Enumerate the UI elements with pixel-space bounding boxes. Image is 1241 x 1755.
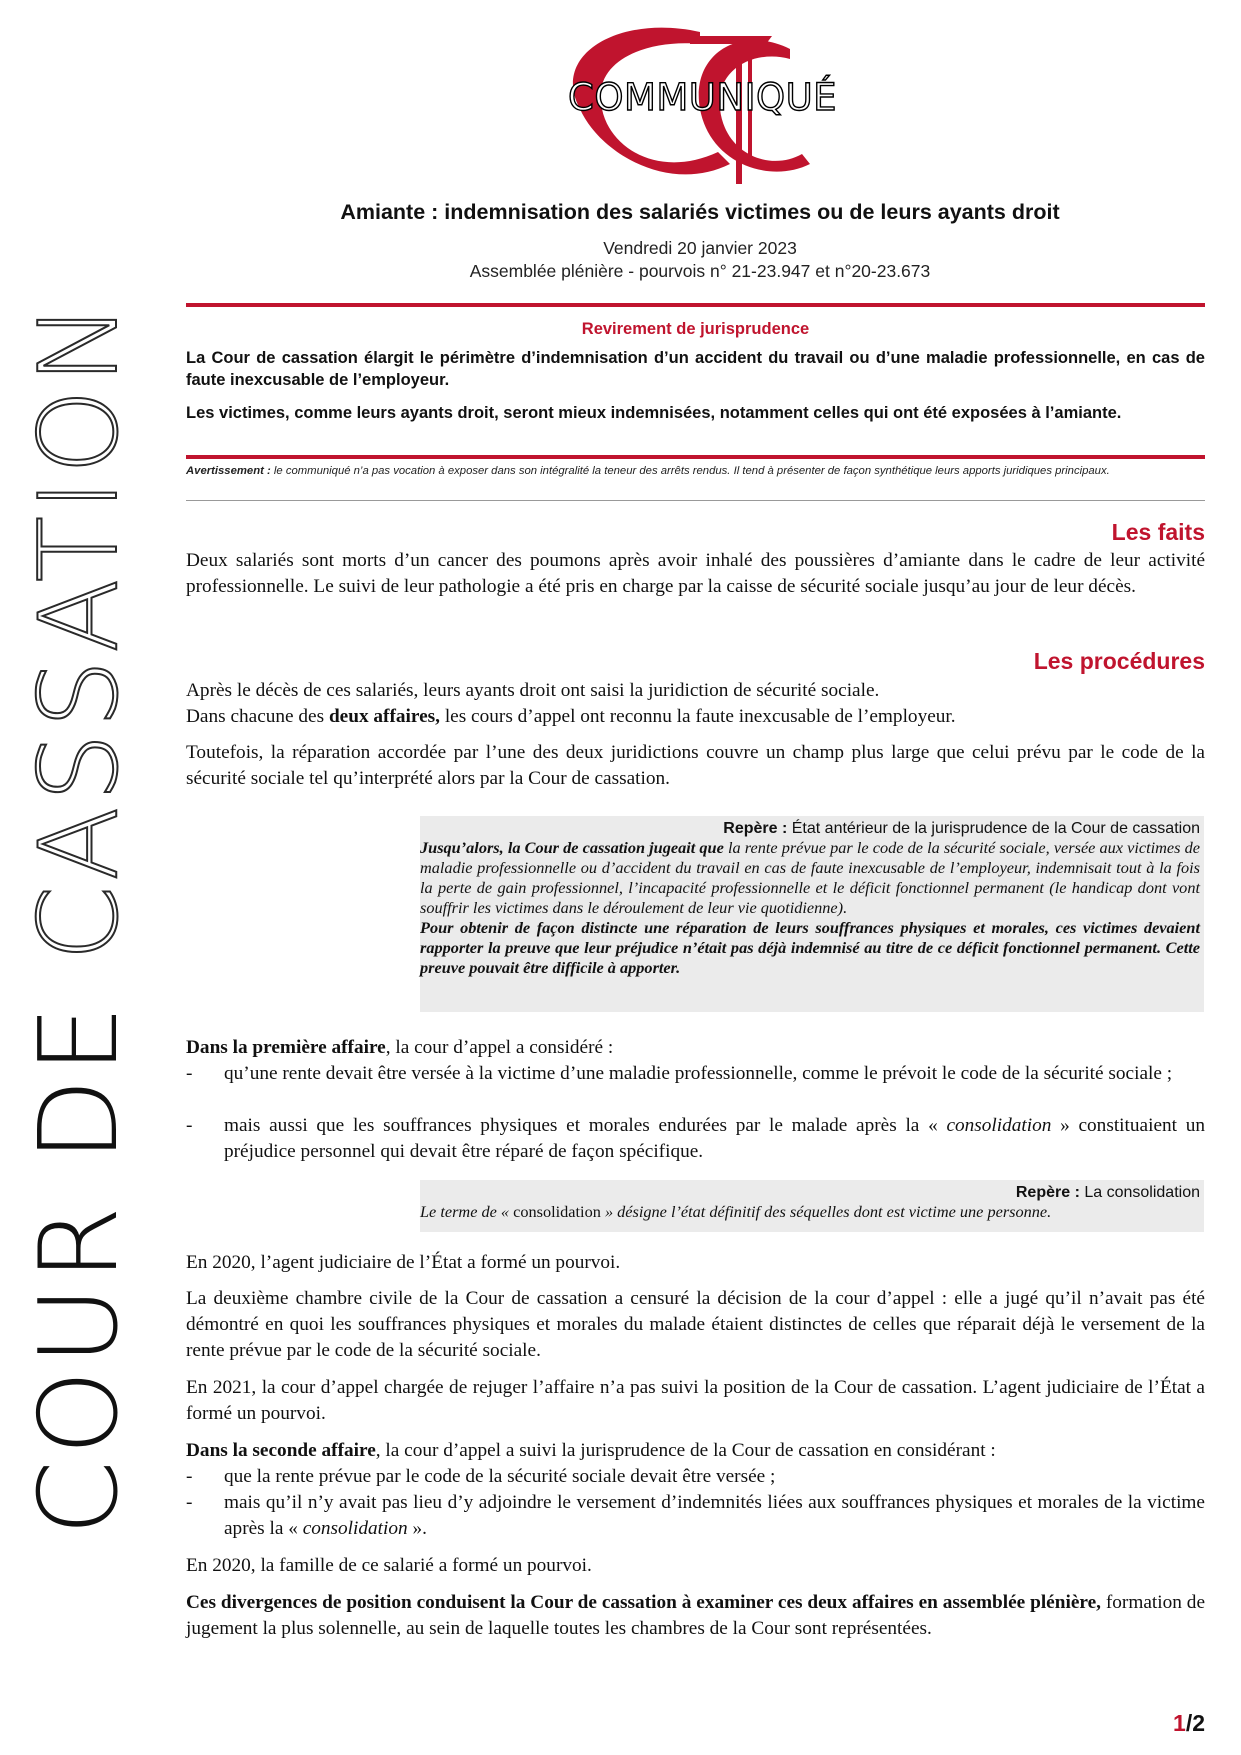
text-part: consolidation (513, 1202, 601, 1221)
text-part: ». (407, 1518, 427, 1539)
section-heading-procedures: Les procédures (1033, 648, 1205, 674)
text-part: mais qu’il n’y avait pas lieu d’y adjoindre le versement d’indemnités liées aux souffrances physiques et morales de la victime après la « (224, 1492, 1205, 1539)
suite-paragraph-1: En 2020, l’agent judiciaire de l’État a formé un pourvoi. (186, 1252, 621, 1273)
repere-box-consolidation (420, 1180, 1204, 1232)
conclusion-bold: Ces divergences de position conduisent la Cour de cassation à examiner ces deux affaires en assemblée plénière, (186, 1592, 1101, 1613)
faits-paragraph: Deux salariés sont morts d’un cancer des poumons après avoir inhalé des poussières d’amiante dans le cadre de leur activité professionnelle. Le suivi de leur pathologie a été pris en charge par la caisse de sécurité sociale jusqu’au jour de leur décès. (186, 550, 1205, 597)
repere-box-jurisprudence (420, 816, 1204, 1012)
text-part: mais aussi que les souffrances physiques et morales endurées par le malade après la « (224, 1115, 947, 1136)
repere-heading (420, 820, 1200, 838)
bullet-dash: - (186, 1063, 193, 1084)
list-item-text (224, 1490, 1205, 1542)
page-title: Amiante : indemnisation des salariés victimes ou de leurs ayants droit (340, 200, 1060, 224)
repere-label: Repère : (723, 820, 788, 837)
conclusion-paragraph (186, 1590, 1205, 1642)
repere-subject: La consolidation (1079, 1184, 1200, 1201)
suite-paragraph-2: La deuxième chambre civile de la Cour de cassation a censuré la décision de la cour d’appel : elle a jugé qu’il n’avait pas été démontré en quoi les souffrances physiques et morales du malade étaient distinctes de celles que réparait déjà le versement de la rente prévue par le code de la sécurité sociale. (186, 1288, 1205, 1361)
bullet-dash: - (186, 1115, 193, 1136)
procedures-paragraph-2 (186, 704, 1205, 730)
affaire1-intro (186, 1035, 1205, 1061)
list-item (186, 1464, 1205, 1490)
side-title-part2: CASSATION (17, 298, 142, 961)
affaire1-intro-bold: Dans la première affaire (186, 1037, 386, 1058)
text-part: » constituaient un préjudice personnel qui devait être réparé de façon spécifique. (224, 1115, 1205, 1162)
affaire2-intro-rest: , la cour d’appel a suivi la jurisprudence de la Cour de cassation en considérant : (375, 1440, 996, 1461)
summary-paragraph-2: Les victimes, comme leurs ayants droit, seront mieux indemnisées, notamment celles qui ont été exposées à l’amiante. (186, 404, 1122, 422)
page-number (1173, 1710, 1205, 1737)
list-item (186, 1061, 1205, 1087)
summary-heading: Revirement de jurisprudence (581, 320, 810, 338)
page-current: 1 (1173, 1710, 1186, 1736)
disclaimer-rule (186, 500, 1205, 501)
top-red-rule (186, 303, 1205, 307)
affaire1-intro-rest: , la cour d’appel a considéré : (385, 1037, 614, 1058)
affaire2-intro (186, 1438, 1205, 1464)
repere-body (420, 1202, 1200, 1222)
repere-bold-intro: Jusqu’alors, la Cour de cassation jugeait que (420, 838, 724, 857)
repere-text: la rente prévue par le code de la sécurité sociale, versée aux victimes de maladie professionnelle ou d’accident du travail en cas de faute inexcusable de l’employeur, indemnisait tout à la fois la perte de gain professionnel, l’incapacité professionnelle et le déficit fonctionnel permanent (le handicap dont vont souffrir les victimes dans le déroulement de leur vie quotidienne). (420, 838, 1200, 917)
communique-logo (540, 14, 880, 204)
repere-heading (420, 1184, 1200, 1202)
list-item (186, 1113, 1205, 1165)
emphasis: consolidation (302, 1518, 408, 1539)
repere-label: Repère : (1015, 1184, 1080, 1201)
bullet-dash: - (186, 1466, 193, 1487)
list-item-text: qu’une rente devait être versée à la victime d’une maladie professionnelle, comme le prévoit le code de la sécurité sociale ; (224, 1063, 1173, 1084)
affaire2-after: En 2020, la famille de ce salarié a formé un pourvoi. (186, 1555, 592, 1576)
repere-bold-paragraph: Pour obtenir de façon distincte une réparation de leurs souffrances physiques et morales, ces victimes devaient rapporter la preuve que leur préjudice n’était pas déjà indemnisé au titre de ce déficit fonctionnel permanent. Cette preuve pouvait être difficile à apporter. (420, 918, 1200, 977)
page-total: /2 (1185, 1710, 1205, 1736)
disclaimer-label: Avertissement : (186, 465, 271, 477)
repere-body (420, 838, 1200, 918)
text-part: Le terme de « (420, 1202, 514, 1221)
procedures-p2-start: Dans chacune des (186, 706, 329, 727)
list-item-text (224, 1113, 1205, 1165)
bottom-red-rule (186, 455, 1205, 459)
suite-paragraph-3: En 2021, la cour d’appel chargée de rejuger l’affaire n’a pas suivi la position de la Cour de cassation. L’agent judiciaire de l’État a formé un pourvoi. (186, 1377, 1205, 1424)
text-part: » désigne l’état définitif des séquelles dont est victime une personne. (600, 1202, 1052, 1221)
procedures-paragraph-1: Après le décès de ces salariés, leurs ayants droit ont saisi la juridiction de sécurité sociale. (186, 680, 880, 701)
side-title-part1: COUR DE (17, 960, 142, 1536)
disclaimer (186, 463, 1205, 479)
procedures-paragraph-3: Toutefois, la réparation accordée par l’une des deux juridictions couvre un champ plus large que celui prévu par le code de la sécurité sociale tel qu’interprété alors par la Cour de cassation. (186, 742, 1205, 789)
list-item-text: que la rente prévue par le code de la sécurité sociale devait être versée ; (224, 1466, 776, 1487)
affaire2-intro-bold: Dans la seconde affaire (186, 1440, 376, 1461)
conclusion-rest: formation de jugement la plus solennelle, au sein de laquelle toutes les chambres de la Cour sont représentées. (186, 1592, 1205, 1639)
summary-paragraph-1: La Cour de cassation élargit le périmètre d’indemnisation d’un accident du travail ou d’une maladie professionnelle, en cas de faute inexcusable de l’employeur. (186, 349, 1205, 389)
section-heading-faits: Les faits (1111, 519, 1205, 545)
document-reference: Assemblée plénière - pourvois n° 21-23.947 et n°20-23.673 (469, 261, 931, 281)
document-date: Vendredi 20 janvier 2023 (603, 238, 797, 258)
emphasis: consolidation (946, 1115, 1052, 1136)
logo-word: COMMUNIQUÉ (568, 76, 838, 119)
procedures-p2-end: les cours d’appel ont reconnu la faute inexcusable de l’employeur. (440, 706, 956, 727)
disclaimer-text: le communiqué n’a pas vocation à exposer dans son intégralité la teneur des arrêts rendus. Il tend à présenter de façon synthétique leurs apports juridiques principaux. (270, 465, 1110, 477)
procedures-p2-bold: deux affaires, (328, 706, 440, 727)
repere-subject: État antérieur de la jurisprudence de la Cour de cassation (787, 820, 1200, 837)
list-item (186, 1490, 1205, 1542)
bullet-dash: - (186, 1492, 193, 1513)
side-title (10, 137, 150, 1697)
